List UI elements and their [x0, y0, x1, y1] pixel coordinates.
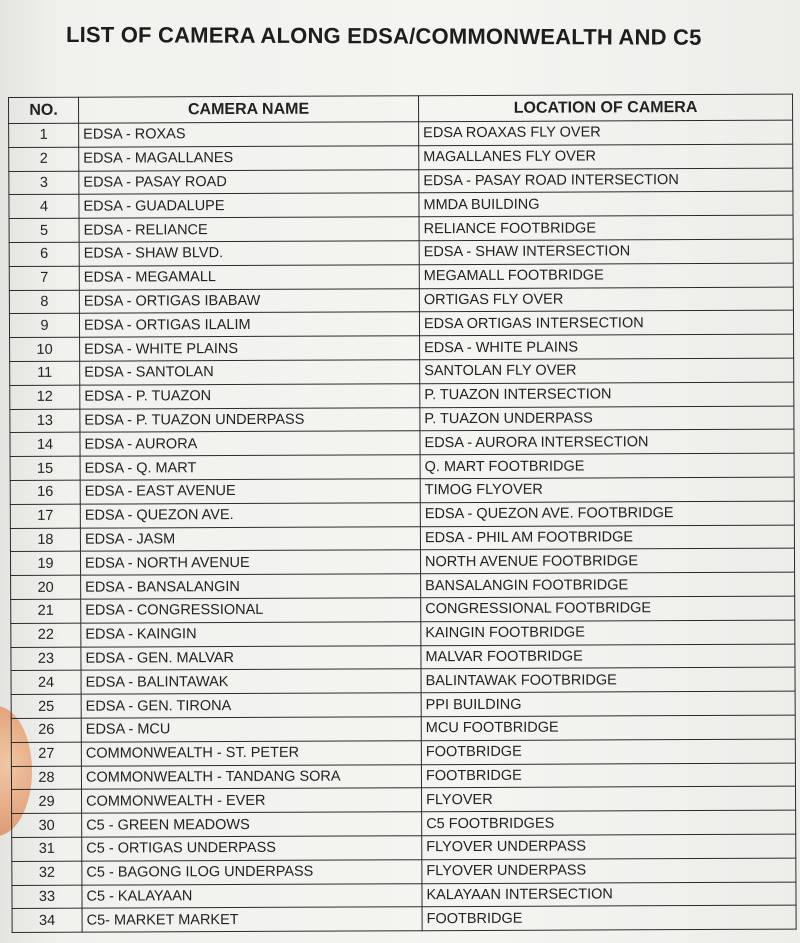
- row-number: 31: [12, 837, 82, 861]
- camera-location: TIMOG FLYOVER: [420, 477, 794, 502]
- row-number: 7: [9, 266, 79, 290]
- camera-name: EDSA - PASAY ROAD: [79, 169, 419, 194]
- camera-location: EDSA ORTIGAS INTERSECTION: [419, 310, 793, 335]
- camera-name: EDSA - GEN. MALVAR: [81, 645, 421, 670]
- camera-location: MEGAMALL FOOTBRIDGE: [419, 263, 793, 288]
- row-number: 21: [11, 599, 81, 623]
- camera-location: SANTOLAN FLY OVER: [420, 358, 794, 383]
- camera-name: C5 - GREEN MEADOWS: [82, 812, 422, 837]
- row-number: 3: [9, 171, 79, 195]
- camera-name: EDSA - SHAW BLVD.: [79, 241, 419, 266]
- camera-location: EDSA - AURORA INTERSECTION: [420, 429, 794, 454]
- camera-location: FLYOVER: [422, 786, 796, 811]
- camera-location: EDSA - QUEZON AVE. FOOTBRIDGE: [420, 501, 794, 526]
- table-row: [9, 191, 793, 218]
- row-number: 11: [10, 361, 80, 385]
- table-row: [10, 477, 794, 504]
- table-row: [11, 644, 795, 671]
- camera-location: MALVAR FOOTBRIDGE: [421, 644, 795, 669]
- row-number: 15: [10, 456, 80, 480]
- row-number: 18: [10, 528, 80, 552]
- row-number: 23: [11, 647, 81, 671]
- column-header-no: NO.: [9, 97, 79, 123]
- camera-name: EDSA - MEGAMALL: [79, 264, 419, 289]
- camera-name: COMMONWEALTH - EVER: [82, 788, 422, 813]
- camera-name: EDSA - P. TUAZON: [80, 383, 420, 408]
- camera-location: FLYOVER UNDERPASS: [422, 834, 796, 859]
- camera-location: MCU FOOTBRIDGE: [421, 715, 795, 740]
- row-number: 29: [12, 789, 82, 813]
- camera-name: COMMONWEALTH - TANDANG SORA: [81, 764, 421, 789]
- camera-location: EDSA - WHITE PLAINS: [420, 334, 794, 359]
- row-number: 24: [11, 671, 81, 695]
- row-number: 25: [11, 694, 81, 718]
- table-row: [10, 382, 794, 409]
- camera-location: BALINTAWAK FOOTBRIDGE: [421, 667, 795, 692]
- camera-name: C5 - BAGONG ILOG UNDERPASS: [82, 859, 422, 884]
- table-row: [10, 334, 794, 361]
- camera-name: EDSA - ORTIGAS IBABAW: [79, 288, 419, 313]
- row-number: 27: [11, 742, 81, 766]
- camera-name: EDSA - KAINGIN: [81, 621, 421, 646]
- row-number: 30: [12, 813, 82, 837]
- table-row: [12, 786, 796, 813]
- page-title: LIST OF CAMERA ALONG EDSA/COMMONWEALTH AND C5: [65, 22, 702, 50]
- camera-location: P. TUAZON INTERSECTION: [420, 382, 794, 407]
- table-row: [10, 453, 794, 480]
- table-row: [11, 667, 795, 694]
- camera-location: CONGRESSIONAL FOOTBRIDGE: [421, 596, 795, 621]
- table-row: [11, 596, 795, 623]
- camera-name: EDSA - SANTOLAN: [80, 360, 420, 385]
- table-body: [9, 120, 797, 933]
- row-number: 12: [10, 385, 80, 409]
- camera-name: EDSA - CONGRESSIONAL: [81, 598, 421, 623]
- row-number: 2: [9, 147, 79, 171]
- camera-name: EDSA - ROXAS: [79, 122, 419, 147]
- camera-name: EDSA - ORTIGAS ILALIM: [79, 312, 419, 337]
- table-row: [9, 215, 793, 242]
- camera-name: EDSA - MAGALLANES: [79, 146, 419, 171]
- table-row: [9, 263, 793, 290]
- row-number: 28: [11, 766, 81, 790]
- camera-name: C5 - ORTIGAS UNDERPASS: [82, 836, 422, 861]
- row-number: 34: [12, 908, 82, 932]
- row-number: 33: [12, 885, 82, 909]
- camera-name: EDSA - Q. MART: [80, 455, 420, 480]
- table-header: [9, 94, 793, 123]
- camera-name: EDSA - WHITE PLAINS: [80, 336, 420, 361]
- row-number: 22: [11, 623, 81, 647]
- header-row: [9, 94, 793, 123]
- camera-name: EDSA - QUEZON AVE.: [80, 502, 420, 527]
- camera-name: EDSA - BALINTAWAK: [81, 669, 421, 694]
- camera-location: P. TUAZON UNDERPASS: [420, 406, 794, 431]
- camera-location: Q. MART FOOTBRIDGE: [420, 453, 794, 478]
- camera-location: NORTH AVENUE FOOTBRIDGE: [420, 548, 794, 573]
- camera-location: ORTIGAS FLY OVER: [419, 287, 793, 312]
- camera-location: MAGALLANES FLY OVER: [419, 144, 793, 169]
- camera-location: FOOTBRIDGE: [421, 763, 795, 788]
- camera-location: EDSA - PHIL AM FOOTBRIDGE: [420, 525, 794, 550]
- camera-location: C5 FOOTBRIDGES: [422, 810, 796, 835]
- table-row: [10, 548, 794, 575]
- row-number: 10: [10, 337, 80, 361]
- column-header-camera-name: CAMERA NAME: [79, 96, 419, 123]
- table-row: [9, 144, 793, 171]
- camera-name: EDSA - NORTH AVENUE: [80, 550, 420, 575]
- table-row: [10, 406, 794, 433]
- camera-name: C5 - KALAYAAN: [82, 883, 422, 908]
- row-number: 14: [10, 433, 80, 457]
- camera-location: KALAYAAN INTERSECTION: [422, 882, 796, 907]
- row-number: 4: [9, 195, 79, 219]
- table-row: [12, 905, 796, 932]
- camera-location: FOOTBRIDGE: [421, 739, 795, 764]
- row-number: 20: [11, 575, 81, 599]
- camera-location: KAINGIN FOOTBRIDGE: [421, 620, 795, 645]
- row-number: 16: [10, 480, 80, 504]
- row-number: 9: [9, 314, 79, 338]
- table-row: [9, 287, 793, 314]
- camera-name: EDSA - AURORA: [80, 431, 420, 456]
- camera-location: EDSA - PASAY ROAD INTERSECTION: [419, 168, 793, 193]
- table-row: [11, 691, 795, 718]
- camera-location: BANSALANGIN FOOTBRIDGE: [421, 572, 795, 597]
- table-row: [10, 429, 794, 456]
- camera-location: MMDA BUILDING: [419, 191, 793, 216]
- table-row: [11, 572, 795, 599]
- table-row: [9, 120, 793, 147]
- table-row: [12, 810, 796, 837]
- row-number: 19: [10, 552, 80, 576]
- table-row: [11, 739, 795, 766]
- row-number: 5: [9, 218, 79, 242]
- table-row: [9, 168, 793, 195]
- camera-name: EDSA - EAST AVENUE: [80, 479, 420, 504]
- camera-name: EDSA - BANSALANGIN: [81, 574, 421, 599]
- camera-location: EDSA - SHAW INTERSECTION: [419, 239, 793, 264]
- table-row: [10, 358, 794, 385]
- table-row: [11, 620, 795, 647]
- camera-name: EDSA - MCU: [81, 717, 421, 742]
- camera-location: FLYOVER UNDERPASS: [422, 858, 796, 883]
- camera-name: EDSA - GEN. TIRONA: [81, 693, 421, 718]
- row-number: 6: [9, 242, 79, 266]
- camera-location: EDSA ROAXAS FLY OVER: [419, 120, 793, 145]
- camera-name: EDSA - P. TUAZON UNDERPASS: [80, 407, 420, 432]
- row-number: 32: [12, 861, 82, 885]
- table-row: [12, 882, 796, 909]
- table-row: [12, 858, 796, 885]
- row-number: 26: [11, 718, 81, 742]
- table-row: [10, 525, 794, 552]
- row-number: 13: [10, 409, 80, 433]
- row-number: 17: [10, 504, 80, 528]
- table-row: [11, 763, 795, 790]
- camera-name: COMMONWEALTH - ST. PETER: [81, 740, 421, 765]
- camera-location: FOOTBRIDGE: [422, 905, 796, 930]
- table-row: [10, 501, 794, 528]
- column-header-location: LOCATION OF CAMERA: [418, 94, 792, 122]
- camera-location: RELIANCE FOOTBRIDGE: [419, 215, 793, 240]
- table-row: [9, 310, 793, 337]
- row-number: 8: [9, 290, 79, 314]
- camera-name: EDSA - RELIANCE: [79, 217, 419, 242]
- camera-name: EDSA - GUADALUPE: [79, 193, 419, 218]
- table-row: [11, 715, 795, 742]
- camera-table: [8, 94, 797, 934]
- table-row: [12, 834, 796, 861]
- row-number: 1: [9, 123, 79, 147]
- camera-name: EDSA - JASM: [80, 526, 420, 551]
- camera-location: PPI BUILDING: [421, 691, 795, 716]
- camera-name: C5- MARKET MARKET: [82, 907, 422, 932]
- table-row: [9, 239, 793, 266]
